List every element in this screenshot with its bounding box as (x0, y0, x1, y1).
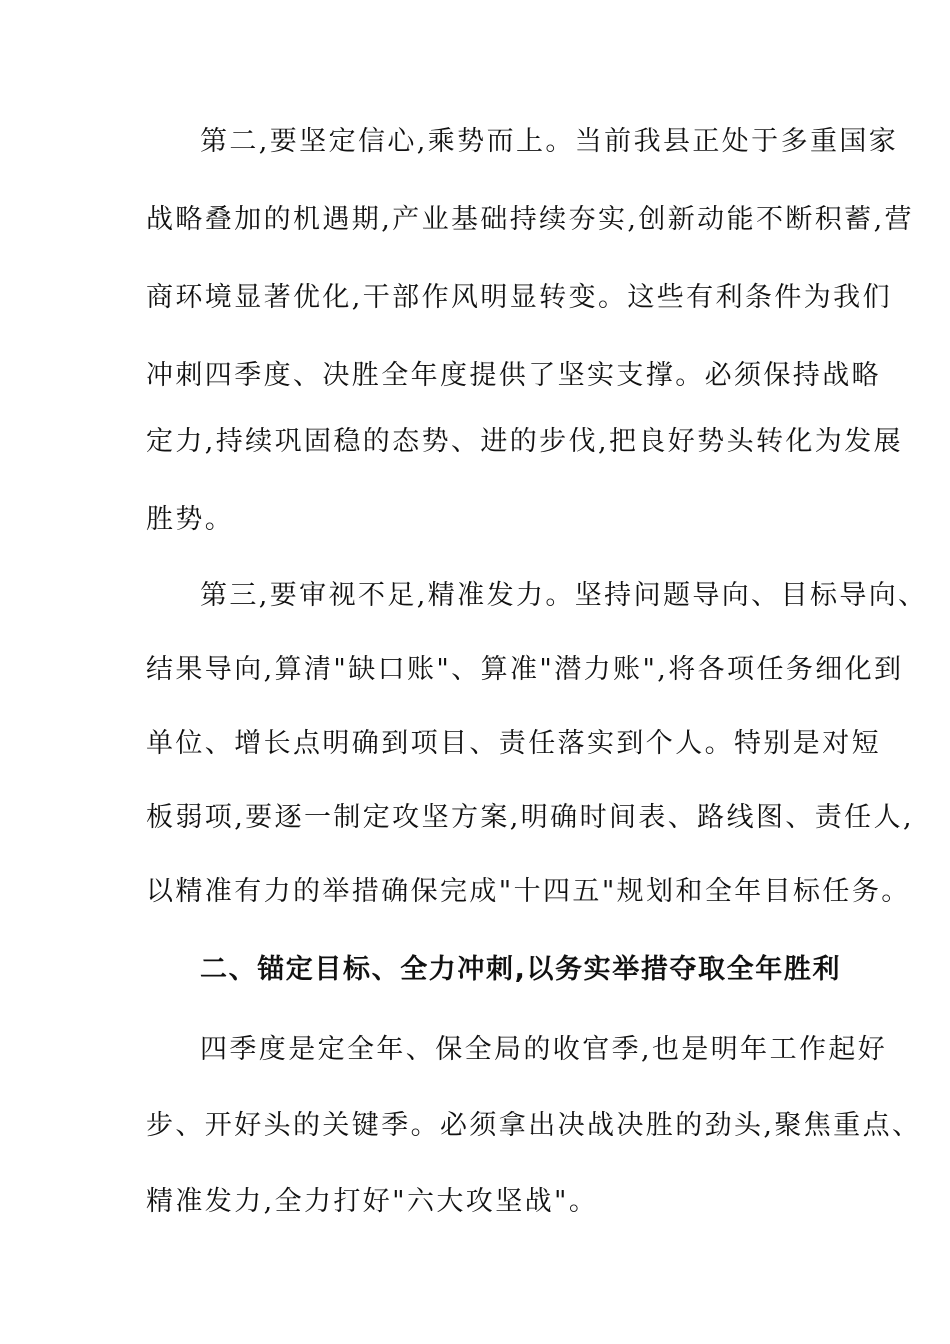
paragraph-1-line-2: 战略叠加的机遇期,产业基础持续夯实,创新动能不断积蓄,营 (146, 204, 914, 235)
paragraph-3-line-3: 精准发力,全力打好"六大攻坚战"。 (146, 1186, 599, 1217)
paragraph-2-line-5: 以精准有力的举措确保完成"十四五"规划和全年目标任务。 (146, 876, 911, 907)
paragraph-1-line-3: 商环境显著优化,干部作风明显转变。这些有利条件为我们 (146, 282, 892, 313)
paragraph-3-line-2: 步、开好头的关键季。必须拿出决战决胜的劲头,聚焦重点、 (146, 1110, 922, 1141)
paragraph-1-line-6: 胜势。 (146, 504, 235, 535)
paragraph-1-line-1: 第二,要坚定信心,乘势而上。当前我县正处于多重国家 (200, 126, 899, 157)
paragraph-2-line-3: 单位、增长点明确到项目、责任落实到个人。特别是对短 (146, 728, 881, 759)
paragraph-1-line-5: 定力,持续巩固稳的态势、进的步伐,把良好势头转化为发展 (146, 426, 903, 457)
paragraph-3-line-1: 四季度是定全年、保全局的收官季,也是明年工作起好 (200, 1034, 888, 1065)
paragraph-2-line-1: 第三,要审视不足,精准发力。坚持问题导向、目标导向、 (200, 580, 928, 611)
section-heading: 二、锚定目标、全力冲刺,以务实举措夺取全年胜利 (200, 954, 842, 985)
paragraph-1-line-4: 冲刺四季度、决胜全年度提供了坚实支撑。必须保持战略 (146, 360, 881, 391)
paragraph-2-line-2: 结果导向,算清"缺口账"、算准"潜力账",将各项任务细化到 (146, 654, 904, 685)
paragraph-2-line-4: 板弱项,要逐一制定攻坚方案,明确时间表、路线图、责任人, (146, 802, 914, 833)
